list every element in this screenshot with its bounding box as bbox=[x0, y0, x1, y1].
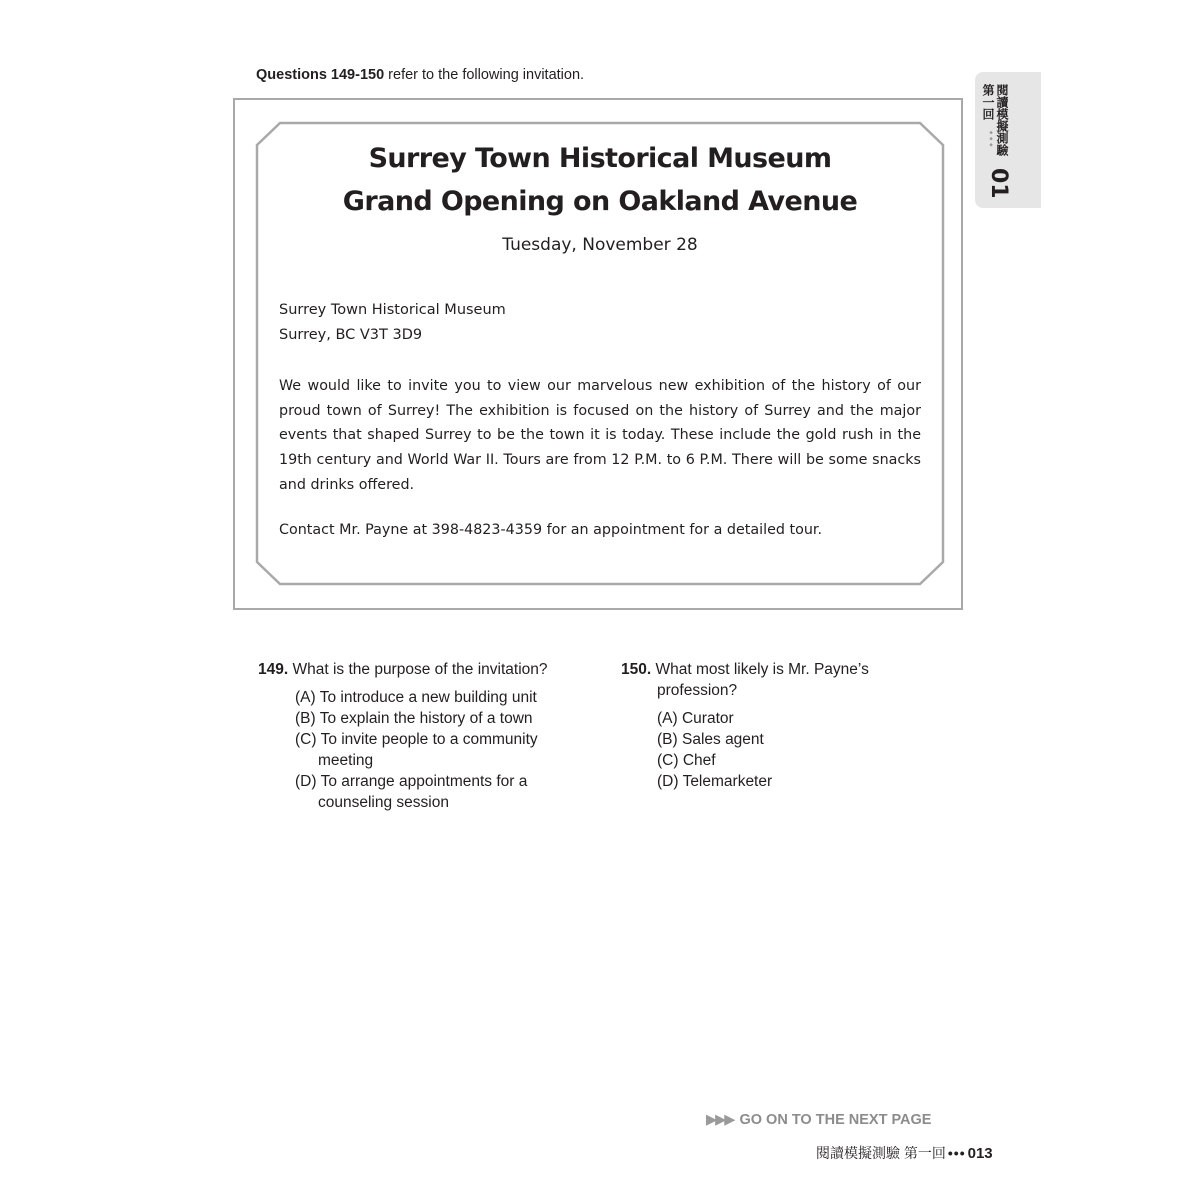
side-tab-number: 01 bbox=[986, 168, 1011, 199]
option-letter: (B) bbox=[657, 731, 678, 748]
side-tab-dots: ••• bbox=[986, 130, 995, 149]
option-149-c-cont: meeting bbox=[318, 752, 374, 769]
questions-intro-rest: refer to the following invitation. bbox=[384, 67, 585, 83]
page-number: 013 bbox=[967, 1145, 993, 1162]
option-letter: (C) bbox=[657, 752, 679, 769]
option-text: To invite people to a community bbox=[320, 731, 538, 748]
option-149-c[interactable] bbox=[295, 729, 538, 750]
next-page-label: GO ON TO THE NEXT PAGE bbox=[739, 1112, 932, 1128]
question-number: 149. bbox=[258, 661, 289, 678]
invitation-body: We would like to invite you to view our marvelous new exhibition of the history of our proud town of Surrey! The exhibition is focused on the history of Surrey and the major events that shaped Surrey to be the town it is today. These include the gold rush in the 19th century and World War II. Tours are from 12 P.M. to 6 P.M. There will be some snacks and drinks offered. bbox=[279, 378, 921, 493]
option-150-c[interactable] bbox=[657, 750, 716, 771]
option-text: To explain the history of a town bbox=[319, 710, 533, 727]
question-number: 150. bbox=[621, 661, 652, 678]
option-149-a[interactable] bbox=[295, 687, 537, 708]
option-letter: (C) bbox=[295, 731, 317, 748]
option-150-a[interactable] bbox=[657, 708, 734, 729]
option-text: To introduce a new building unit bbox=[319, 689, 537, 706]
questions-range: Questions 149-150 bbox=[256, 67, 385, 83]
option-text: Curator bbox=[681, 710, 734, 727]
option-149-b[interactable] bbox=[295, 708, 533, 729]
option-text: To arrange appointments for a bbox=[320, 773, 528, 790]
invitation-contact: Contact Mr. Payne at 398-4823-4359 for an appointment for a detailed tour. bbox=[279, 522, 823, 538]
side-tab-title: 閱讀模擬測驗 bbox=[995, 84, 1009, 156]
option-letter: (A) bbox=[657, 710, 678, 727]
option-text: Sales agent bbox=[681, 731, 764, 748]
address-line2: Surrey, BC V3T 3D9 bbox=[279, 327, 423, 343]
option-letter: (D) bbox=[657, 773, 679, 790]
option-text: Chef bbox=[682, 752, 716, 769]
address-line1: Surrey Town Historical Museum bbox=[279, 302, 506, 318]
option-150-d[interactable] bbox=[657, 771, 772, 792]
question-text: What is the purpose of the invitation? bbox=[292, 661, 548, 678]
footer-dots: ••• bbox=[947, 1145, 966, 1161]
footer-section-label: 閱讀模擬測驗 第一回 bbox=[816, 1145, 946, 1161]
page-footer bbox=[816, 1143, 993, 1163]
option-letter: (B) bbox=[295, 710, 316, 727]
go-to-next-page[interactable] bbox=[706, 1112, 931, 1128]
question-149 bbox=[258, 659, 548, 680]
invitation-title-line1: Surrey Town Historical Museum bbox=[368, 143, 832, 174]
question-150 bbox=[621, 659, 869, 680]
option-text: Telemarketer bbox=[682, 773, 773, 790]
option-149-d[interactable] bbox=[295, 771, 527, 792]
question-150-cont: profession? bbox=[657, 682, 738, 699]
question-text: What most likely is Mr. Payne’s bbox=[655, 661, 869, 678]
side-tab-round: 第一回 bbox=[981, 84, 995, 120]
invitation-date: Tuesday, November 28 bbox=[502, 235, 698, 255]
option-150-b[interactable] bbox=[657, 729, 764, 750]
option-letter: (D) bbox=[295, 773, 317, 790]
option-letter: (A) bbox=[295, 689, 316, 706]
invitation-title-line2: Grand Opening on Oakland Avenue bbox=[342, 186, 858, 217]
triple-arrow-icon: ▶▶▶ bbox=[706, 1112, 734, 1128]
option-149-d-cont: counseling session bbox=[318, 794, 449, 811]
